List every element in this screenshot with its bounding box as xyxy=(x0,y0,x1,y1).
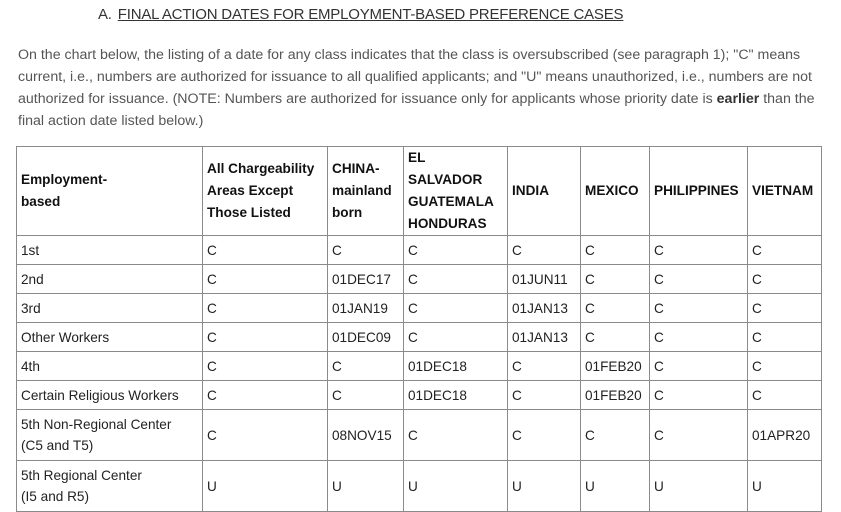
table-cell: C xyxy=(328,236,404,265)
table-cell: C xyxy=(748,323,822,352)
table-cell: C xyxy=(203,381,328,410)
final-action-dates-table xyxy=(16,146,822,512)
table-cell: U xyxy=(650,461,748,512)
table-cell: C xyxy=(203,236,328,265)
table-cell: C xyxy=(581,294,650,323)
table-cell: C xyxy=(650,323,748,352)
table-cell: C xyxy=(508,352,581,381)
intro-bold-text: earlier xyxy=(716,91,760,107)
column-header-vietnam xyxy=(748,147,822,236)
column-header-employment-based xyxy=(17,147,203,236)
table-cell: 01DEC09 xyxy=(328,323,404,352)
table-cell: C xyxy=(508,381,581,410)
table-cell: 01FEB20 xyxy=(581,381,650,410)
row-label-line: 2nd xyxy=(21,271,44,287)
table-cell: C xyxy=(581,265,650,294)
column-header-line: mainland xyxy=(332,183,392,198)
column-header-line: EL SALVADOR xyxy=(408,150,483,187)
column-header-mexico xyxy=(581,147,650,236)
row-label-line: 5th Non-Regional Center xyxy=(21,417,172,432)
row-label-line: 4th xyxy=(21,358,40,374)
table-cell: U xyxy=(581,461,650,512)
table-cell: C xyxy=(404,410,508,461)
table-cell: 01JAN13 xyxy=(508,294,581,323)
table-row xyxy=(17,294,822,323)
table-cell: 01DEC18 xyxy=(404,352,508,381)
table-cell: C xyxy=(581,410,650,461)
table-body xyxy=(17,236,822,512)
table-row xyxy=(17,265,822,294)
row-label xyxy=(17,236,203,265)
table-cell: C xyxy=(650,265,748,294)
table-row xyxy=(17,381,822,410)
row-label-line: (C5 and T5) xyxy=(21,438,94,453)
row-label-line: (I5 and R5) xyxy=(21,489,90,504)
table-cell: C xyxy=(748,265,822,294)
section-prefix: A. xyxy=(98,6,112,23)
column-header-line: MEXICO xyxy=(585,183,639,198)
table-cell: C xyxy=(328,381,404,410)
table-cell: C xyxy=(404,236,508,265)
table-cell: U xyxy=(404,461,508,512)
column-header-line: Those Listed xyxy=(207,205,291,220)
table-cell: 01JAN13 xyxy=(508,323,581,352)
row-label xyxy=(17,381,203,410)
table-cell: C xyxy=(404,265,508,294)
table-cell: 01DEC17 xyxy=(328,265,404,294)
table-cell: C xyxy=(650,352,748,381)
row-label xyxy=(17,410,203,461)
table-header-row xyxy=(17,147,822,236)
table-cell: U xyxy=(748,461,822,512)
column-header-china xyxy=(328,147,404,236)
table-cell: C xyxy=(650,294,748,323)
table-row xyxy=(17,352,822,381)
column-header-line: Employment- xyxy=(21,172,108,187)
row-label-line: 1st xyxy=(21,242,40,258)
row-label-line: Certain Religious Workers xyxy=(21,387,179,403)
table-cell: 08NOV15 xyxy=(328,410,404,461)
section-heading xyxy=(98,6,623,23)
table-cell: C xyxy=(650,410,748,461)
table-cell: C xyxy=(508,410,581,461)
intro-text: On the chart below, the listing of a date for any class indicates that the class is oversubscribed (see paragraph 1); "C" means current, i.e., numbers are authorized for issuance to all qualified applicants; and "U" means unauthorized, i.e., numbers are not authorized for issuance. (NOTE: Numbers are authorized for issuance only for applicants whose priority date is xyxy=(18,47,812,107)
intro-paragraph xyxy=(18,44,828,132)
column-header-india xyxy=(508,147,581,236)
column-header-line: HONDURAS xyxy=(408,216,487,231)
table-cell: 01FEB20 xyxy=(581,352,650,381)
table-cell: C xyxy=(748,352,822,381)
table-cell: 01JAN19 xyxy=(328,294,404,323)
table-cell: C xyxy=(203,323,328,352)
row-label-line: Other Workers xyxy=(21,329,110,345)
row-label xyxy=(17,352,203,381)
section-title: FINAL ACTION DATES FOR EMPLOYMENT-BASED PREFERENCE CASES xyxy=(117,6,624,23)
table-cell: C xyxy=(203,265,328,294)
column-header-line: based xyxy=(21,194,61,209)
intro-text-end: than the final action date listed below.) xyxy=(18,91,815,129)
table-cell: C xyxy=(203,352,328,381)
table-row xyxy=(17,323,822,352)
table-cell: C xyxy=(650,236,748,265)
column-header-all-chargeability xyxy=(203,147,328,236)
table-cell: C xyxy=(581,323,650,352)
row-label xyxy=(17,461,203,512)
table-row xyxy=(17,410,822,461)
table-cell: 01JUN11 xyxy=(508,265,581,294)
table-row xyxy=(17,236,822,265)
row-label xyxy=(17,265,203,294)
table-cell: U xyxy=(328,461,404,512)
row-label xyxy=(17,323,203,352)
column-header-line: GUATEMALA xyxy=(408,194,494,209)
table-cell: C xyxy=(328,352,404,381)
row-label-line: 3rd xyxy=(21,300,41,316)
column-header-line: born xyxy=(332,205,363,220)
table-row xyxy=(17,461,822,512)
table-cell: C xyxy=(748,236,822,265)
table-cell: 01APR20 xyxy=(748,410,822,461)
table-cell: C xyxy=(203,410,328,461)
row-label-line: 5th Regional Center xyxy=(21,468,142,483)
table-cell: 01DEC18 xyxy=(404,381,508,410)
column-header-line: INDIA xyxy=(512,183,550,198)
column-header-line: PHILIPPINES xyxy=(654,183,739,198)
table-cell: C xyxy=(581,236,650,265)
column-header-line: Areas Except xyxy=(207,183,294,198)
table-cell: C xyxy=(748,381,822,410)
column-header-line: All Chargeability xyxy=(207,161,315,176)
table-cell: C xyxy=(404,294,508,323)
table-cell: C xyxy=(748,294,822,323)
column-header-line: VIETNAM xyxy=(752,183,814,198)
table-cell: U xyxy=(203,461,328,512)
column-header-line: CHINA- xyxy=(332,161,380,176)
table-cell: C xyxy=(650,381,748,410)
table-cell: C xyxy=(404,323,508,352)
table-cell: C xyxy=(203,294,328,323)
table-cell: U xyxy=(508,461,581,512)
row-label xyxy=(17,294,203,323)
column-header-el-salvador-guatemala-honduras xyxy=(404,147,508,236)
column-header-philippines xyxy=(650,147,748,236)
table-cell: C xyxy=(508,236,581,265)
